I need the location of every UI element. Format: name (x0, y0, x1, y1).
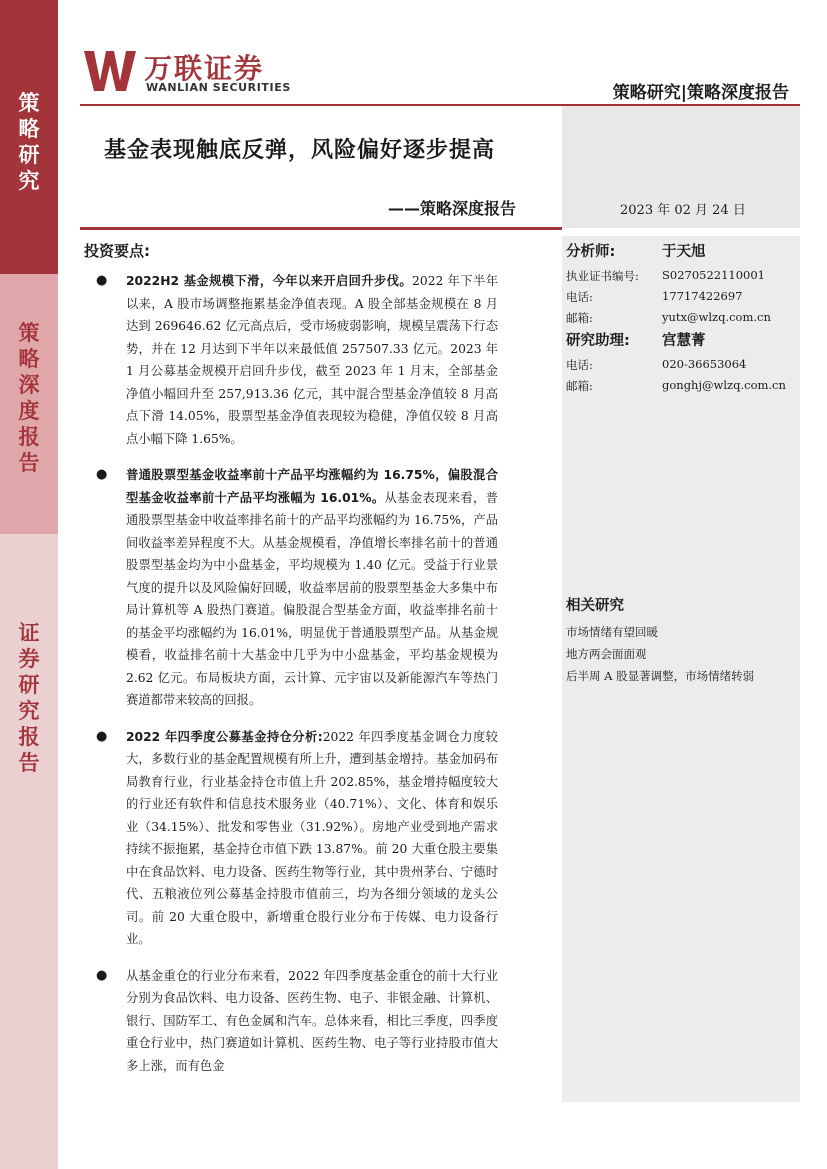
list-item (84, 270, 498, 450)
assistant-name: 宫慧菁 (662, 333, 706, 349)
report-category: 策略研究|策略深度报告 (612, 83, 789, 103)
phone-row (566, 287, 796, 308)
assistant-label: 研究助理: (566, 333, 630, 349)
report-date: 2023 年 02 月 24 日 (620, 203, 746, 218)
assistant-email-link[interactable]: gonghj@wlzq.com.cn (662, 378, 786, 392)
point-lead: 普通股票型基金收益率前十产品平均涨幅约为 16.75%，偏股混合型基金收益率前十产品平均涨幅为 16.01%。 (126, 468, 498, 505)
point-text (126, 270, 498, 450)
analyst-info (566, 240, 796, 397)
sidebar-label-strategy-research: 策 略 研 究 (18, 91, 40, 193)
related-research-heading: 相关研究 (566, 598, 624, 614)
wanlian-logo-icon (84, 47, 138, 93)
assistant-phone-label: 电话: (566, 358, 593, 372)
title-divider (80, 227, 562, 230)
point-lead: 2022H2 基金规模下滑，今年以来开启回升步伐。 (126, 274, 413, 288)
point-text (126, 965, 498, 1078)
company-logo (84, 47, 304, 97)
point-body: 从基金表现来看，普通股票型基金中收益率排名前十的产品平均涨幅约为 16.75%，产品间收益率差异程度不大。从基金规模看，净值增长率排名前十的普通股票型基金均为中小盘基金，平均规模为 1.40 亿元。受益于行业景气度的提升以及风险偏好回暖，收益率居前的股票型基金大多集中布局计算机等 A 股热门赛道。偏股混合型基金方面，收益率排名前十的基金平均涨幅约为 16.01%，明显优于普通股票型产品。从基金规模看，收益排名前十大基金中几乎为中小盘基金，平均基金规模为 2.62 亿元。布局板块方面，云计算、元宇宙以及新能源汽车等热门赛道都带来较高的回报。 (126, 490, 498, 707)
phone-label: 电话: (566, 290, 593, 304)
email-link[interactable]: yutx@wlzq.com.cn (662, 310, 771, 324)
analyst-row (566, 240, 796, 266)
phone-value: 17717422697 (662, 289, 743, 303)
related-research-link[interactable]: 后半周 A 股显著调整，市场情绪转弱 (566, 669, 755, 683)
logo-text-cn: 万联证券 (144, 52, 265, 85)
list-item (84, 965, 498, 1078)
bullet-icon: ● (96, 967, 108, 983)
assistant-email-label: 邮箱: (566, 379, 593, 393)
list-item (84, 464, 498, 712)
related-research-link[interactable]: 地方两会面面观 (566, 647, 647, 661)
point-body: 2022 年四季度基金调仓力度较大，多数行业的基金配置规模有所上升，遭到基金增持。基金加码布局教育行业，行业基金持仓市值上升 202.85%，基金增持幅度较大的行业还有软件和信息技术服务业（40.71%）、文化、体育和娱乐业（34.15%）、批发和零售业（31.92%）。房地产业受到地产需求持续不振拖累，基金持仓市值下跌 13.87%。前 20 大重仓股主要集中在食品饮料、电力设备、医药生物等行业，其中贵州茅台、宁德时代、五粮液位列公募基金持股市值前三，均为各细分领域的龙头公司。前 20 大重仓股中，新增重仓股行业分布于传媒、电力设备行业。 (126, 729, 498, 946)
assistant-email-row (566, 376, 796, 397)
page-subtitle: ——策略深度报告 (388, 199, 517, 218)
cert-row (566, 266, 796, 287)
point-body: 从基金重仓的行业分布来看，2022 年四季度基金重仓的前十大行业分别为食品饮料、电力设备、医药生物、电子、非银金融、计算机、银行、国防军工、有色金属和汽车。总体来看，相比三季度，四季度重仓行业中，热门赛道如计算机、医药生物、电子等行业持股市值大多上涨，而有色金 (126, 968, 498, 1073)
bullet-icon: ● (96, 728, 108, 744)
page-title: 基金表现触底反弹，风险偏好逐步提高 (104, 138, 496, 163)
bullet-icon: ● (96, 467, 108, 482)
related-research (566, 594, 796, 687)
cert-label: 执业证书编号: (566, 269, 639, 283)
point-text (126, 464, 498, 712)
point-body: 2022 年下半年以来，A 股市场调整拖累基金净值表现。A 股全部基金规模在 8 月达到 269646.62 亿元高点后，受市场疲弱影响，规模呈震荡下行态势，并在 12 月达到下半年以来最低值 257507.33 亿元。2023 年 1 月公募基金规模开启回升步伐，截至 2023 年 1 月末，全部基金净值小幅回升至 257,913.36 亿元，其中混合型基金净值较 8 月高点下滑 14.05%，股票型基金净值表现较为稳健，净值仅较 8 月高点小幅下降 1.65%。 (126, 274, 498, 446)
cert-value: S0270522110001 (662, 268, 765, 282)
analyst-name: 于天旭 (662, 244, 706, 260)
assistant-row (566, 329, 796, 355)
logo-text-en: WANLIAN SECURITIES (146, 81, 291, 94)
email-row (566, 308, 796, 329)
list-item (84, 726, 498, 951)
bullet-icon: ● (96, 273, 108, 288)
sidebar-label-deep-report: 策 略 深 度 报 告 (18, 321, 40, 475)
point-text (126, 726, 498, 951)
investment-points-list (84, 270, 498, 1091)
point-lead: 2022 年四季度公募基金持仓分析: (126, 729, 323, 744)
email-label: 邮箱: (566, 311, 593, 325)
sidebar-label-securities-report: 证 券 研 究 报 告 (18, 621, 40, 775)
assistant-phone-value: 020-36653064 (662, 357, 747, 371)
related-research-link[interactable]: 市场情绪有望回暖 (566, 625, 658, 639)
analyst-label: 分析师: (566, 244, 616, 260)
investment-points-heading: 投资要点: (84, 242, 150, 260)
assistant-phone-row (566, 355, 796, 376)
